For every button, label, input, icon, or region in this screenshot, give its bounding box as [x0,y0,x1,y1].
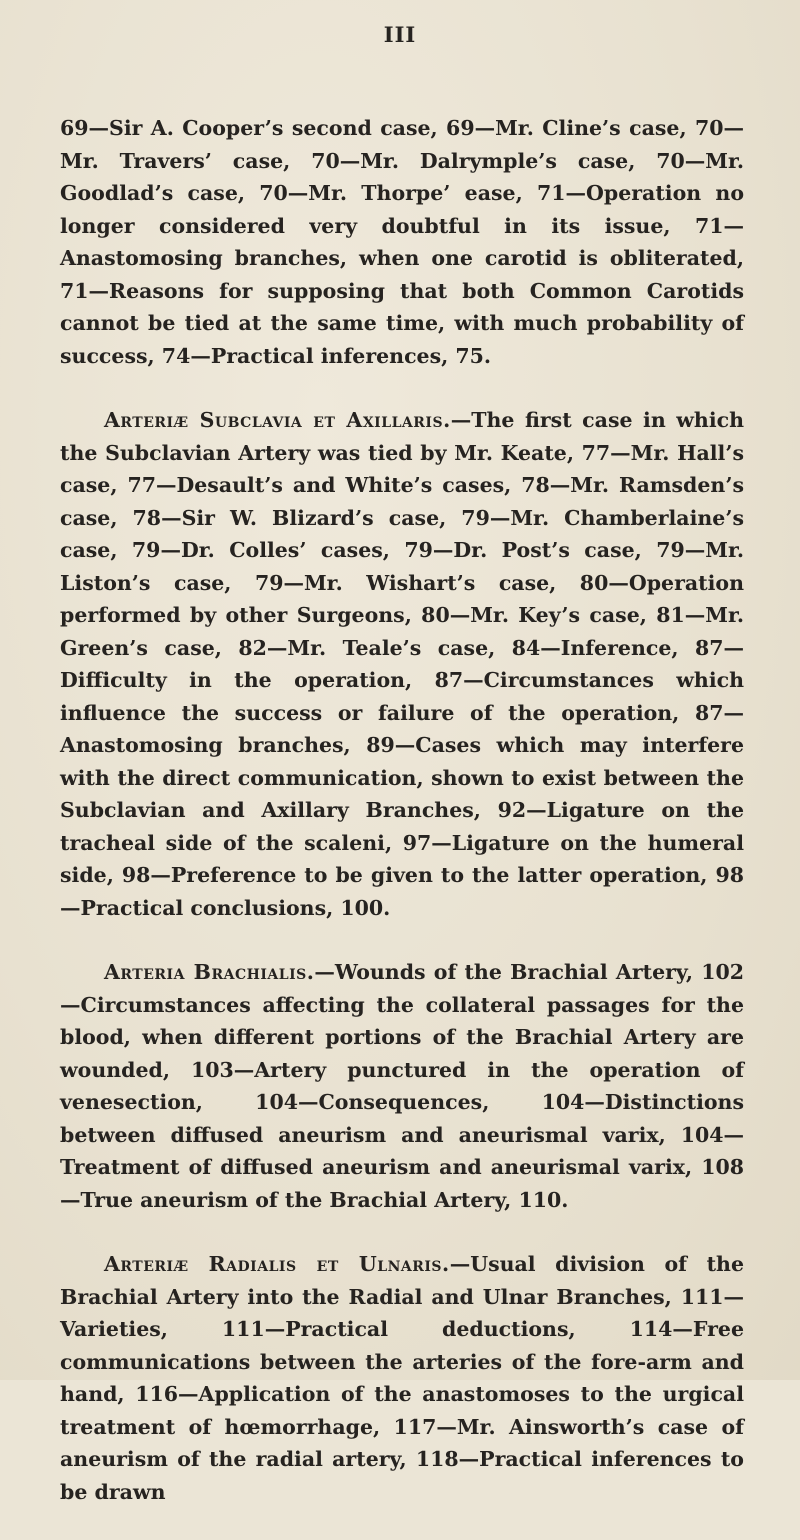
paragraph-radialis-ulnaris [60,1248,744,1508]
paragraph-text: —Wounds of the Brachial Artery, 102—Circumstances affecting the collateral passages for the blood, when different portions of the Brachial Artery are wounded, 103—Artery punctured in the operation of venesection, 104—Consequences, 104—Distinctions between diffused aneurism and aneurismal varix, 104—Treatment of diffused aneurism and aneurismal varix, 108—True aneurism of the Brachial Artery, 110. [60,960,745,1212]
paragraph-carotid-cases [60,112,744,372]
paragraph-text: —The first case in which the Subclavian Artery was tied by Mr. Keate, 77—Mr. Hall’s case, 77—Desault’s and White’s cases, 78—Mr. Ramsden’s case, 78—Sir W. Blizard’s case, 79—Mr. Chamberlaine’s case, 79—Dr. Colles’ cases, 79—Dr. Post’s case, 79—Mr. Liston’s case, 79—Mr. Wishart’s case, 80—Operation performed by other Surgeons, 80—Mr. Key’s case, 81—Mr. Green’s case, 82—Mr. Teale’s case, 84—Inference, 87—Difficulty in the operation, 87—Circumstances which influence the success or failure of the operation, 87—Anastomosing branches, 89—Cases which may interfere with the direct communication, shown to exist between the Subclavian and Axillary Branches, 92—Ligature on the tracheal side of the scaleni, 97—Ligature on the humeral side, 98—Preference to be given to the latter operation, 98—Practical conclusions, 100. [60,408,744,920]
paragraph-text: —Usual division of the Brachial Artery into the Radial and Ulnar Branches, 111—Varieties, 111—Practical deductions, 114—Free communications between the arteries of the fore-arm and hand, 116—Application of the anastomoses to the urgical treatment of hœmorrhage, 117—Mr. Ainsworth’s case of aneurism of the radial artery, 118—Practical inferences to be drawn [60,1252,744,1504]
paragraph-text: 69—Sir A. Cooper’s second case, 69—Mr. Cline’s case, 70—Mr. Travers’ case, 70—Mr. Dalrymple’s case, 70—Mr. Goodlad’s case, 70—Mr. Thorpe’ ease, 71—Operation no longer considered very doubtful in its issue, 71—Anastomosing branches, when one carotid is obliterated, 71—Reasons for supposing that both Common Carotids cannot be tied at the same time, with much probability of success, 74—Practical inferences, 75. [60,116,744,368]
page-number: III [383,22,417,47]
section-heading: Arteriæ Radialis et Ulnaris. [104,1252,450,1276]
section-heading: Arteriæ Subclavia et Axillaris. [104,408,451,432]
section-heading: Arteria Brachialis. [104,960,315,984]
contents-text [60,112,744,1540]
paragraph-brachialis [60,956,744,1216]
paragraph-subclavia-axillaris [60,404,744,924]
